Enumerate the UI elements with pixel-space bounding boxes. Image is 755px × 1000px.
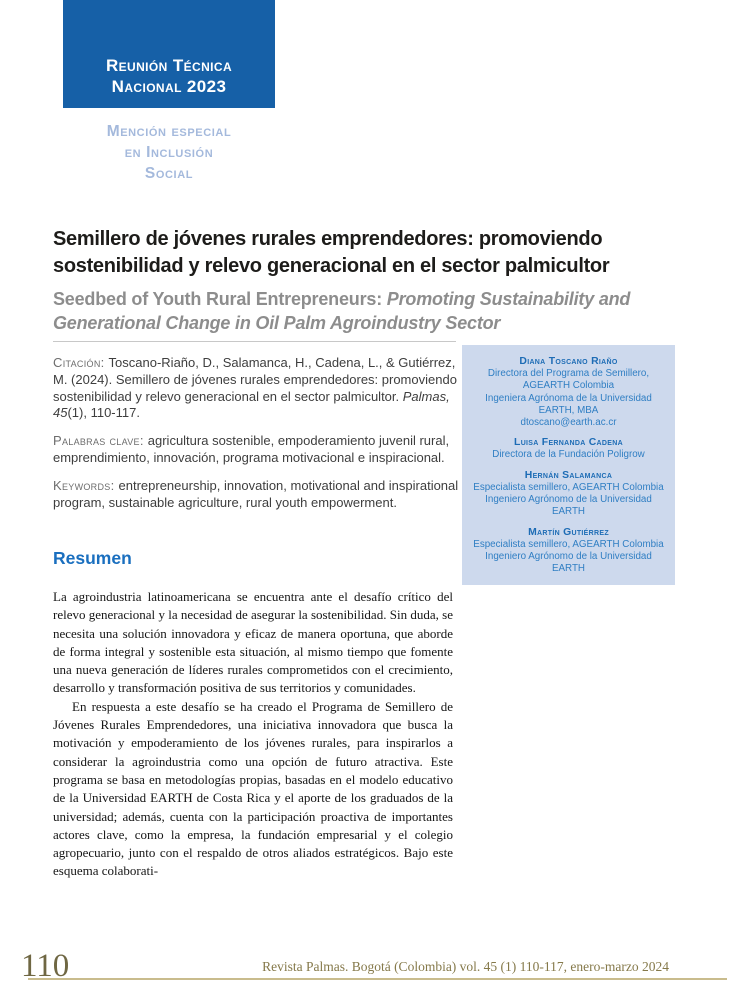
author-name: Luisa Fernanda Cadena — [514, 437, 623, 449]
keywords-label: Keywords: — [53, 477, 115, 493]
page-footer — [21, 944, 727, 984]
author-entry — [469, 436, 668, 461]
resumen-heading: Resumen — [53, 548, 132, 568]
palabras-clave-text: agricultura sostenible, empoderamiento juvenil rural, emprendimiento, innovación, programa motivacional e inspiracional. — [53, 433, 450, 465]
event-banner-line-1: Reunión Técnica — [105, 56, 233, 75]
palabras-clave-label: Palabras clave: — [53, 433, 144, 449]
award-mention-line-2: en Inclusión — [124, 144, 214, 161]
award-mention-line-3: Social — [144, 165, 194, 182]
article-title-spanish: Semillero de jóvenes rurales emprendedores: promoviendo sostenibilidad y relevo generacional en el sector palmicultor — [53, 228, 610, 277]
citation-text: Toscano-Riaño, D., Salamanca, H., Cadena, L., & Gutiérrez, M. (2024). Semillero de jóvenes rurales emprendedores: promoviendo sostenibilidad y relevo generacional en el sector palmicultor. — [53, 355, 457, 404]
keywords-text: entrepreneurship, innovation, motivational and inspirational program, sustainable agriculture, rural youth empowerment. — [53, 477, 459, 510]
citation-block — [53, 355, 459, 422]
event-banner-line-2: Nacional 2023 — [111, 77, 227, 96]
author-entry — [469, 469, 668, 519]
article-title-english-plain: Seedbed of Youth Rural Entrepreneurs: — [53, 289, 387, 309]
title-divider-rule — [53, 341, 456, 342]
author-role: Especialista semillero, AGEARTH Colombia — [473, 481, 664, 493]
abstract-paragraph-2: En respuesta a este desafío se ha creado el Programa de Semillero de Jóvenes Rurales Emprendedores, una iniciativa innovadora que busca la motivación y empoderamiento de los jóvenes rurales, para inspirarlos a considerar la agroindustria como una opción de futuro atractiva. Este programa se basa en metodologías propias, basadas en el modelo educativo de la Universidad EARTH de Costa Rica y el aporte de los graduados de la universidad; además, cuenta con la participación proactiva de importantes actores clave, como la empresa, la fundación empresarial y el colegio agropecuario, junto con el respaldo de otros aliados estratégicos. Bajo este esquema colaborati- — [53, 698, 453, 879]
author-email[interactable]: dtoscano@earth.ac.cr — [520, 417, 617, 429]
abstract-paragraph-1: La agroindustria latinoamericana se encuentra ante el desafío crítico del relevo generacional y la necesidad de asegurar la sostenibilidad. Sin duda, se necesita una solución innovadora y eficaz de manera oportuna, que aborde de forma integral y sostenible esta situación, al mismo tiempo que fomente una nueva generación de líderes rurales comprometidos con el crecimiento, desarrollo y transformación positiva de sus territorios y comunidades. — [53, 589, 453, 696]
award-mention-line-1: Mención especial — [106, 123, 232, 140]
author-degree: Ingeniero Agrónomo de la Universidad EARTH — [485, 550, 652, 575]
page-number: 110 — [21, 948, 70, 984]
author-entry — [469, 526, 668, 576]
journal-reference: Revista Palmas. Bogotá (Colombia) vol. 45 (1) 110-117, enero-marzo 2024 — [262, 959, 669, 974]
event-banner — [63, 0, 275, 108]
author-role: Directora del Programa de Semillero, AGEARTH Colombia — [487, 368, 650, 392]
author-name: Diana Toscano Riaño — [519, 356, 618, 367]
author-role: Directora de la Fundación Poligrow — [492, 449, 645, 461]
palabras-clave-block — [53, 433, 459, 467]
author-entry — [469, 355, 668, 429]
abstract-body — [53, 588, 453, 881]
author-degree: Ingeniero Agrónomo de la Universidad EARTH — [485, 494, 652, 518]
article-title-english-italic: Promoting Sustainability and Generational Change in Oil Palm Agroindustry Sector — [53, 289, 631, 333]
authors-box — [462, 345, 675, 585]
citation-label: Citación: — [53, 355, 105, 370]
author-name: Martín Gutiérrez — [528, 526, 609, 538]
author-role: Especialista semillero, AGEARTH Colombia — [473, 538, 664, 550]
keywords-block — [53, 478, 459, 512]
citation-journal-italic: Palmas, 45 — [53, 388, 450, 421]
author-degree: Ingeniera Agrónoma de la Universidad EARTH, MBA — [485, 392, 652, 416]
article-title-english — [53, 287, 663, 335]
author-name: Hernán Salamanca — [524, 469, 613, 481]
award-mention — [63, 121, 275, 184]
article-metadata-column — [53, 355, 459, 522]
citation-issue-pages: (1), 110-117. — [67, 405, 140, 421]
